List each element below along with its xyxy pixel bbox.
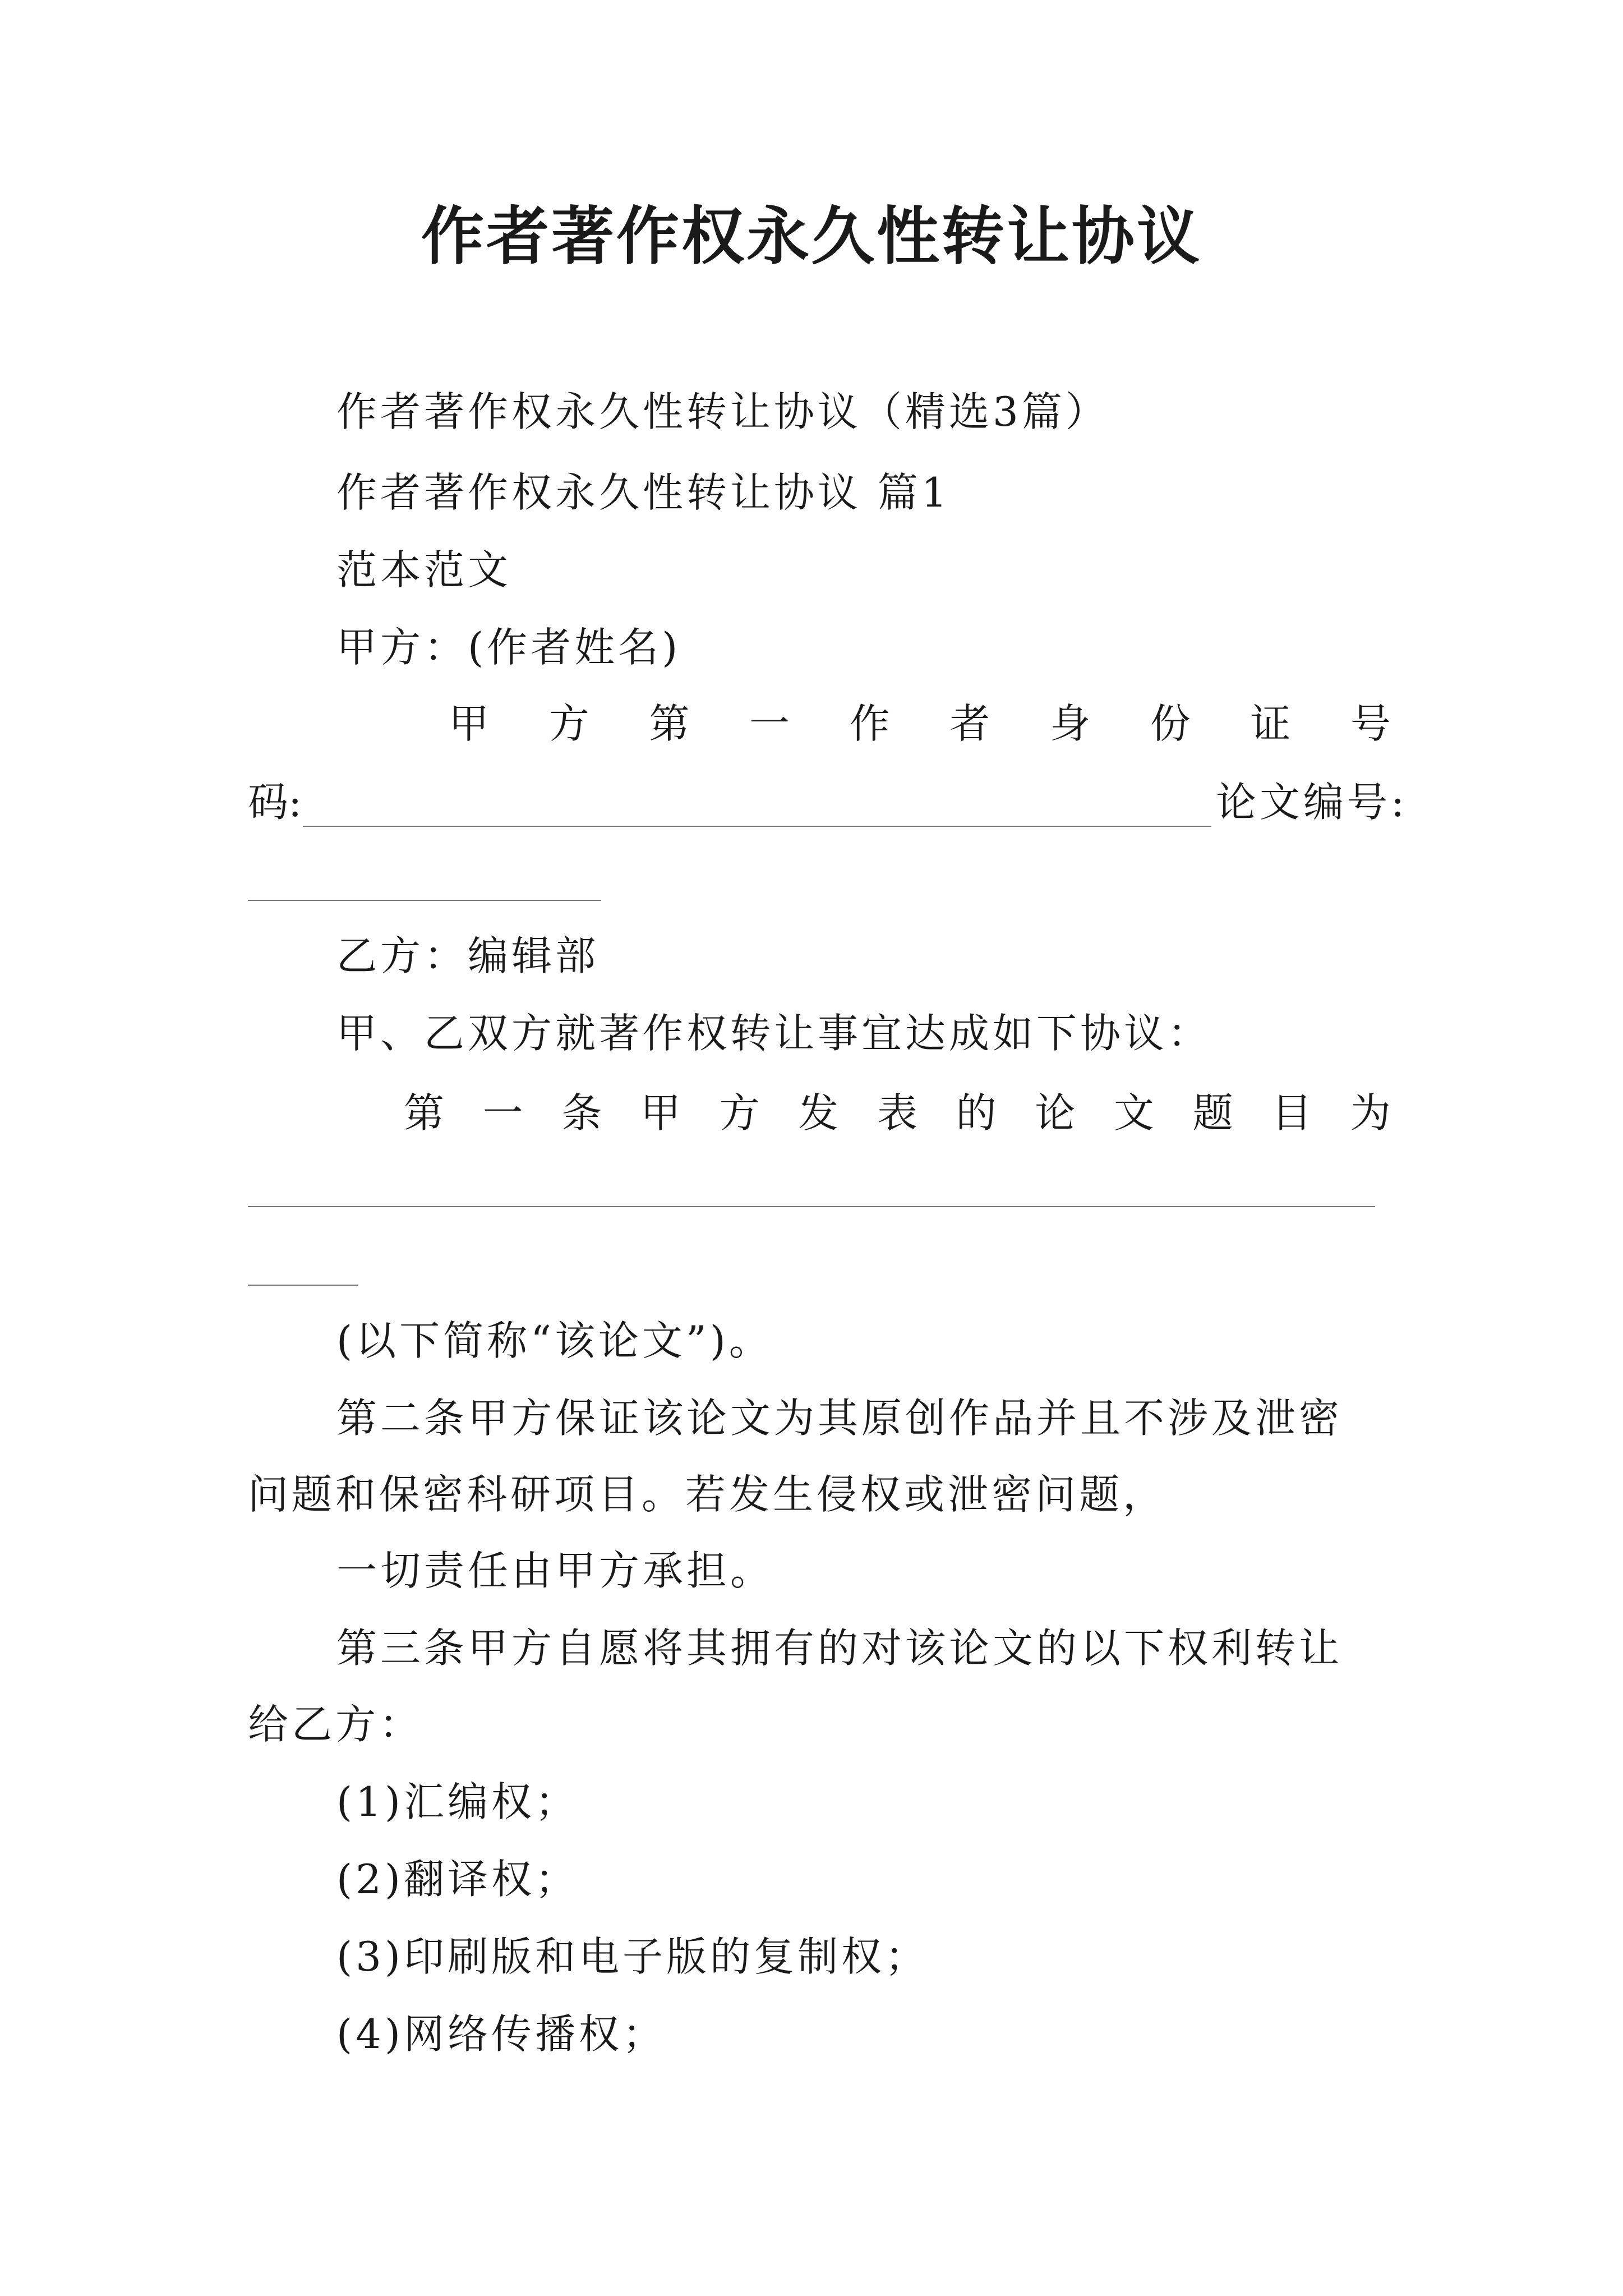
article1-char: 一 bbox=[482, 1089, 523, 1137]
article1-char: 文 bbox=[1113, 1089, 1154, 1137]
article2-line1: 第二条甲方保证该论文为其原创作品并且不涉及泄密 bbox=[336, 1395, 1343, 1442]
id-char: 甲 bbox=[449, 700, 490, 747]
article1-char: 论 bbox=[1035, 1089, 1076, 1137]
id-char: 作 bbox=[849, 700, 890, 747]
paper-number-blank bbox=[248, 900, 601, 901]
right-item: (4)网络传播权； bbox=[336, 2010, 666, 2058]
id-char: 第 bbox=[649, 700, 690, 747]
paper-number-label: 论文编号: bbox=[1216, 779, 1408, 826]
party-b-line: 乙方：编辑部 bbox=[336, 932, 600, 979]
article1-char: 为 bbox=[1350, 1089, 1391, 1137]
article1-char: 表 bbox=[877, 1089, 917, 1137]
id-char: 身 bbox=[1049, 700, 1090, 747]
article2-line3: 一切责任由甲方承担。 bbox=[336, 1547, 774, 1594]
article1-char: 甲 bbox=[640, 1089, 681, 1137]
id-char: 方 bbox=[548, 700, 589, 747]
article1-char: 的 bbox=[956, 1089, 997, 1137]
article3-line2: 给乙方： bbox=[248, 1701, 423, 1748]
subtitle: 作者著作权永久性转让协议（精选3篇） bbox=[336, 388, 1109, 435]
article1-line bbox=[404, 1085, 1391, 1141]
agreement-intro: 甲、乙双方就著作权转让事宜达成如下协议： bbox=[336, 1010, 1212, 1057]
right-item: (1)汇编权； bbox=[336, 1778, 579, 1825]
article1-char: 题 bbox=[1192, 1089, 1233, 1137]
article1-char: 目 bbox=[1271, 1089, 1312, 1137]
article1-char: 方 bbox=[719, 1089, 760, 1137]
template-label: 范本范文 bbox=[336, 546, 512, 593]
id-char: 者 bbox=[949, 700, 990, 747]
right-item: (3)印刷版和电子版的复制权； bbox=[336, 1933, 929, 1980]
document-title: 作者著作权永久性转让协议 bbox=[421, 200, 1202, 273]
article2-line2: 问题和保密科研项目。若发生侵权或泄密问题， bbox=[248, 1471, 1167, 1518]
article1-char: 条 bbox=[561, 1089, 602, 1137]
article1-char: 发 bbox=[798, 1089, 839, 1137]
id-number-blank bbox=[303, 826, 1211, 827]
article1-char: 第 bbox=[404, 1089, 445, 1137]
paper-title-blank-continued bbox=[248, 1285, 358, 1286]
id-char: 份 bbox=[1150, 700, 1191, 747]
id-number-line bbox=[449, 696, 1391, 752]
article3-line1: 第三条甲方自愿将其拥有的对该论文的以下权利转让 bbox=[336, 1625, 1343, 1672]
id-char: 证 bbox=[1250, 700, 1291, 747]
id-line-prefix: 码: bbox=[248, 779, 302, 826]
article1-suffix: (以下简称“该论文”)。 bbox=[336, 1317, 773, 1364]
id-char: 一 bbox=[749, 700, 790, 747]
party-a-line: 甲方：(作者姓名) bbox=[336, 624, 681, 671]
right-item: (2)翻译权； bbox=[336, 1856, 579, 1903]
id-char: 号 bbox=[1350, 700, 1391, 747]
section-heading: 作者著作权永久性转让协议 篇1 bbox=[336, 469, 951, 516]
paper-title-blank bbox=[248, 1206, 1375, 1207]
